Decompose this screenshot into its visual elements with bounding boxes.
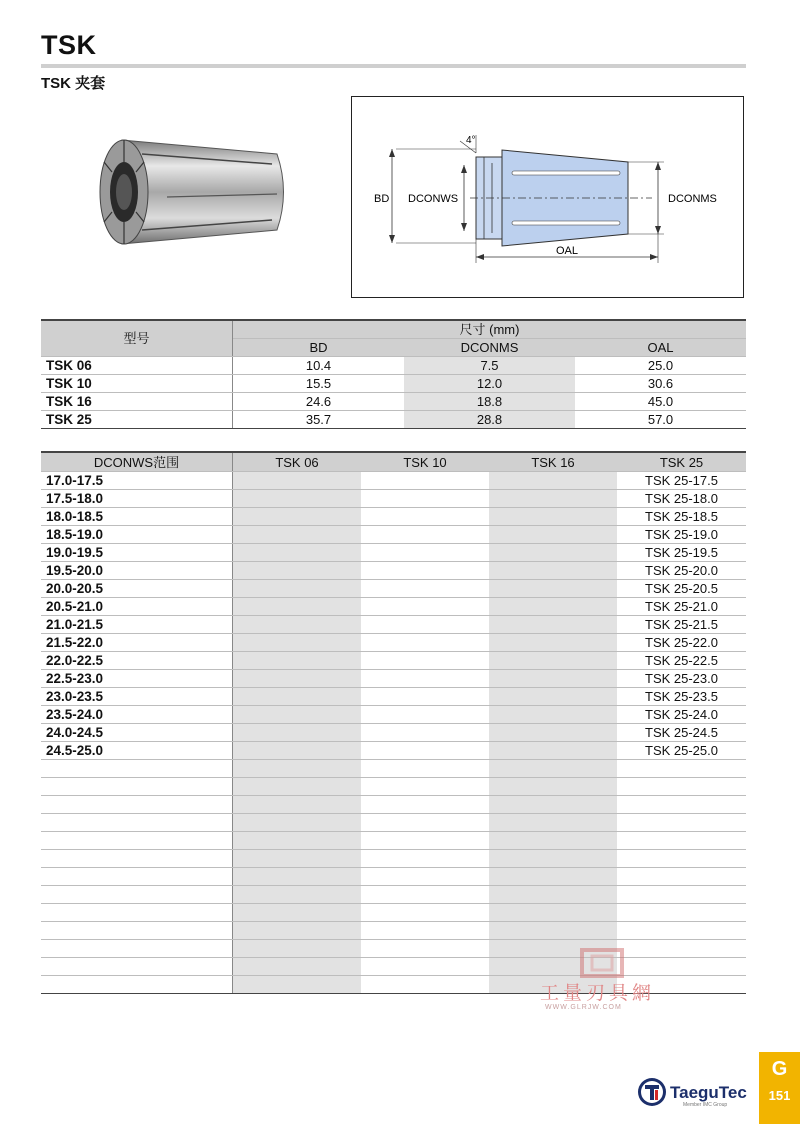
range-cell xyxy=(41,976,233,994)
range-cell xyxy=(41,814,233,832)
table-row xyxy=(41,393,746,411)
watermark-text: 工量刃具網 xyxy=(540,982,656,1004)
tsk25-cell: TSK 25-22.0 xyxy=(617,634,746,652)
empty-cell xyxy=(489,616,617,634)
collet-photo xyxy=(92,132,297,252)
empty-cell xyxy=(489,868,617,886)
range-cell xyxy=(41,760,233,778)
empty-cell xyxy=(361,526,489,544)
empty-cell xyxy=(489,814,617,832)
empty-cell xyxy=(361,598,489,616)
table-row xyxy=(41,670,746,688)
table-row xyxy=(41,886,746,904)
tsk25-cell xyxy=(617,904,746,922)
range-cell xyxy=(41,778,233,796)
range-header: DCONWS范围 xyxy=(41,452,233,472)
range-cell xyxy=(41,868,233,886)
bd-cell: 15.5 xyxy=(233,375,405,393)
empty-cell xyxy=(361,616,489,634)
table-row xyxy=(41,706,746,724)
table-row xyxy=(41,652,746,670)
empty-cell xyxy=(233,958,362,976)
empty-cell xyxy=(489,778,617,796)
empty-cell xyxy=(489,724,617,742)
model-cell: TSK 10 xyxy=(41,375,233,393)
range-cell: 17.5-18.0 xyxy=(41,490,233,508)
dconms-cell: 18.8 xyxy=(404,393,575,411)
empty-cell xyxy=(361,832,489,850)
empty-cell xyxy=(233,598,362,616)
range-cell xyxy=(41,832,233,850)
tsk25-cell: TSK 25-24.5 xyxy=(617,724,746,742)
empty-cell xyxy=(361,868,489,886)
empty-cell xyxy=(233,814,362,832)
column-header: BD xyxy=(233,339,405,357)
table-row xyxy=(41,796,746,814)
dconms-label: DCONMS xyxy=(668,193,717,205)
tsk25-cell: TSK 25-19.5 xyxy=(617,544,746,562)
tsk25-cell: TSK 25-22.5 xyxy=(617,652,746,670)
empty-cell xyxy=(489,490,617,508)
table-row xyxy=(41,562,746,580)
range-cell: 20.0-20.5 xyxy=(41,580,233,598)
tsk25-cell: TSK 25-19.0 xyxy=(617,526,746,544)
empty-cell xyxy=(361,886,489,904)
range-cell: 21.5-22.0 xyxy=(41,634,233,652)
range-cell: 22.5-23.0 xyxy=(41,670,233,688)
empty-cell xyxy=(361,724,489,742)
empty-cell xyxy=(489,670,617,688)
table-row xyxy=(41,598,746,616)
table-row xyxy=(41,526,746,544)
range-table xyxy=(41,451,746,994)
empty-cell xyxy=(489,832,617,850)
empty-cell xyxy=(361,508,489,526)
empty-cell xyxy=(361,958,489,976)
table-row xyxy=(41,922,746,940)
empty-cell xyxy=(233,976,362,994)
page-subtitle: TSK 夹套 xyxy=(41,75,106,92)
model-cell: TSK 06 xyxy=(41,357,233,375)
tsk25-cell xyxy=(617,850,746,868)
empty-cell xyxy=(489,580,617,598)
section-letter: G xyxy=(771,1058,788,1080)
empty-cell xyxy=(361,670,489,688)
tsk25-cell: TSK 25-24.0 xyxy=(617,706,746,724)
tsk25-cell: TSK 25-20.5 xyxy=(617,580,746,598)
column-header: TSK 10 xyxy=(361,452,489,472)
empty-cell xyxy=(489,706,617,724)
empty-cell xyxy=(233,688,362,706)
table-row xyxy=(41,904,746,922)
model-cell: TSK 16 xyxy=(41,393,233,411)
range-cell: 22.0-22.5 xyxy=(41,652,233,670)
table-row xyxy=(41,472,746,490)
empty-cell xyxy=(233,490,362,508)
empty-cell xyxy=(233,724,362,742)
tsk25-cell xyxy=(617,814,746,832)
empty-cell xyxy=(361,580,489,598)
dconws-label: DCONWS xyxy=(408,193,459,205)
empty-cell xyxy=(361,904,489,922)
model-header: 型号 xyxy=(41,320,233,357)
table-row xyxy=(41,508,746,526)
oal-cell: 25.0 xyxy=(575,357,746,375)
table-row xyxy=(41,724,746,742)
table-row xyxy=(41,357,746,375)
column-header: TSK 06 xyxy=(233,452,362,472)
empty-cell xyxy=(233,634,362,652)
tsk25-cell: TSK 25-18.5 xyxy=(617,508,746,526)
dimension-group-header: 尺寸 (mm) xyxy=(233,320,747,339)
empty-cell xyxy=(489,922,617,940)
empty-cell xyxy=(233,562,362,580)
table-row xyxy=(41,868,746,886)
range-cell xyxy=(41,922,233,940)
tsk25-cell xyxy=(617,796,746,814)
table-row xyxy=(41,778,746,796)
empty-cell xyxy=(233,940,362,958)
range-cell: 24.0-24.5 xyxy=(41,724,233,742)
empty-cell xyxy=(489,652,617,670)
watermark-url: WWW.GLRJW.COM xyxy=(545,1004,622,1011)
empty-cell xyxy=(361,706,489,724)
table-row xyxy=(41,688,746,706)
table-row xyxy=(41,814,746,832)
empty-cell xyxy=(361,652,489,670)
empty-cell xyxy=(233,706,362,724)
page-number: 151 xyxy=(768,1088,791,1103)
range-cell: 23.5-24.0 xyxy=(41,706,233,724)
empty-cell xyxy=(489,472,617,490)
empty-cell xyxy=(489,634,617,652)
tsk25-cell: TSK 25-20.0 xyxy=(617,562,746,580)
empty-cell xyxy=(233,652,362,670)
empty-cell xyxy=(489,508,617,526)
empty-cell xyxy=(489,796,617,814)
oal-cell: 57.0 xyxy=(575,411,746,429)
dconms-cell: 28.8 xyxy=(404,411,575,429)
empty-cell xyxy=(361,688,489,706)
empty-cell xyxy=(233,904,362,922)
empty-cell xyxy=(361,544,489,562)
empty-cell xyxy=(361,796,489,814)
dimension-diagram xyxy=(351,96,744,298)
table-row xyxy=(41,616,746,634)
table-row xyxy=(41,580,746,598)
empty-cell xyxy=(233,850,362,868)
brand-name: TaeguTec xyxy=(670,1083,747,1102)
column-header: TSK 25 xyxy=(617,452,746,472)
empty-cell xyxy=(361,634,489,652)
table-row xyxy=(41,375,746,393)
tsk25-cell: TSK 25-23.5 xyxy=(617,688,746,706)
angle-label: 4° xyxy=(466,135,476,146)
empty-cell xyxy=(233,832,362,850)
tsk25-cell xyxy=(617,832,746,850)
empty-cell xyxy=(233,742,362,760)
title-divider xyxy=(41,64,746,68)
empty-cell xyxy=(489,850,617,868)
empty-cell xyxy=(233,670,362,688)
model-cell: TSK 25 xyxy=(41,411,233,429)
range-cell: 18.0-18.5 xyxy=(41,508,233,526)
empty-cell xyxy=(489,688,617,706)
tsk25-cell xyxy=(617,922,746,940)
empty-cell xyxy=(361,814,489,832)
empty-cell xyxy=(361,922,489,940)
empty-cell xyxy=(489,760,617,778)
empty-cell xyxy=(489,598,617,616)
empty-cell xyxy=(233,580,362,598)
empty-cell xyxy=(233,922,362,940)
section-tab xyxy=(759,1052,800,1124)
empty-cell xyxy=(361,778,489,796)
tsk25-cell: TSK 25-18.0 xyxy=(617,490,746,508)
empty-cell xyxy=(361,472,489,490)
tsk25-cell xyxy=(617,760,746,778)
column-header: OAL xyxy=(575,339,746,357)
oal-label: OAL xyxy=(556,245,579,257)
empty-cell xyxy=(233,760,362,778)
brand-subtitle: Member IMC Group xyxy=(683,1102,728,1108)
empty-cell xyxy=(233,796,362,814)
bd-cell: 24.6 xyxy=(233,393,405,411)
taegutec-logo-icon xyxy=(636,1076,668,1108)
empty-cell xyxy=(233,508,362,526)
oal-cell: 30.6 xyxy=(575,375,746,393)
tsk25-cell xyxy=(617,778,746,796)
bd-cell: 10.4 xyxy=(233,357,405,375)
table-row xyxy=(41,634,746,652)
dimensions-table xyxy=(41,319,746,429)
range-cell: 21.0-21.5 xyxy=(41,616,233,634)
tsk25-cell: TSK 25-25.0 xyxy=(617,742,746,760)
range-cell xyxy=(41,850,233,868)
range-cell: 24.5-25.0 xyxy=(41,742,233,760)
empty-cell xyxy=(361,742,489,760)
empty-cell xyxy=(361,976,489,994)
table-row xyxy=(41,850,746,868)
page-title: TSK xyxy=(41,30,97,60)
empty-cell xyxy=(489,544,617,562)
table-row xyxy=(41,832,746,850)
empty-cell xyxy=(361,850,489,868)
range-cell: 19.5-20.0 xyxy=(41,562,233,580)
empty-cell xyxy=(361,562,489,580)
empty-cell xyxy=(361,940,489,958)
tsk25-cell xyxy=(617,868,746,886)
empty-cell xyxy=(233,526,362,544)
empty-cell xyxy=(233,472,362,490)
dconms-cell: 12.0 xyxy=(404,375,575,393)
empty-cell xyxy=(489,886,617,904)
table-row xyxy=(41,544,746,562)
column-header: TSK 16 xyxy=(489,452,617,472)
range-cell: 19.0-19.5 xyxy=(41,544,233,562)
dconms-cell: 7.5 xyxy=(404,357,575,375)
range-cell xyxy=(41,940,233,958)
range-cell xyxy=(41,886,233,904)
table-row xyxy=(41,760,746,778)
range-cell: 20.5-21.0 xyxy=(41,598,233,616)
empty-cell xyxy=(233,616,362,634)
range-cell xyxy=(41,958,233,976)
empty-cell xyxy=(361,760,489,778)
column-header: DCONMS xyxy=(404,339,575,357)
range-cell: 23.0-23.5 xyxy=(41,688,233,706)
empty-cell xyxy=(489,742,617,760)
table-row xyxy=(41,411,746,429)
empty-cell xyxy=(489,562,617,580)
tsk25-cell xyxy=(617,886,746,904)
tsk25-cell: TSK 25-23.0 xyxy=(617,670,746,688)
empty-cell xyxy=(233,868,362,886)
empty-cell xyxy=(361,490,489,508)
tsk25-cell: TSK 25-17.5 xyxy=(617,472,746,490)
range-cell: 17.0-17.5 xyxy=(41,472,233,490)
empty-cell xyxy=(233,544,362,562)
empty-cell xyxy=(489,526,617,544)
table-row xyxy=(41,490,746,508)
empty-cell xyxy=(233,778,362,796)
range-cell xyxy=(41,904,233,922)
table-row xyxy=(41,742,746,760)
tsk25-cell: TSK 25-21.5 xyxy=(617,616,746,634)
range-cell: 18.5-19.0 xyxy=(41,526,233,544)
range-cell xyxy=(41,796,233,814)
tsk25-cell: TSK 25-21.0 xyxy=(617,598,746,616)
bd-label: BD xyxy=(374,193,390,205)
empty-cell xyxy=(233,886,362,904)
empty-cell xyxy=(489,904,617,922)
bd-cell: 35.7 xyxy=(233,411,405,429)
oal-cell: 45.0 xyxy=(575,393,746,411)
